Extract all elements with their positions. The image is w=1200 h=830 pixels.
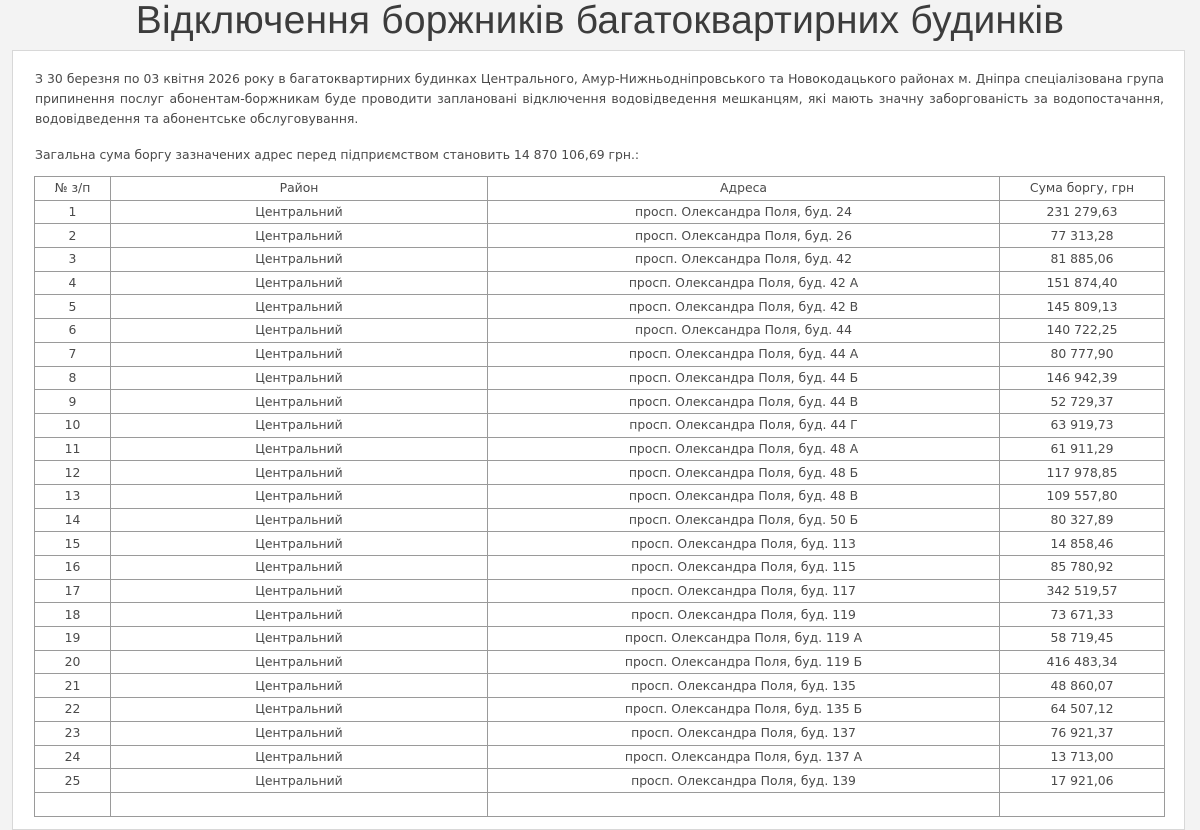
row-district: Центральний bbox=[111, 413, 488, 437]
row-number: 7 bbox=[35, 342, 111, 366]
row-debt-sum: 64 507,12 bbox=[1000, 698, 1165, 722]
row-address: просп. Олександра Поля, буд. 48 А bbox=[488, 437, 1000, 461]
row-address: просп. Олександра Поля, буд. 50 Б bbox=[488, 508, 1000, 532]
row-number: 19 bbox=[35, 627, 111, 651]
row-number: 6 bbox=[35, 319, 111, 343]
row-debt-sum: 117 978,85 bbox=[1000, 461, 1165, 485]
row-debt-sum: 81 885,06 bbox=[1000, 248, 1165, 272]
row-address: просп. Олександра Поля, буд. 139 bbox=[488, 769, 1000, 793]
row-number: 14 bbox=[35, 508, 111, 532]
row-debt-sum bbox=[1000, 792, 1165, 816]
table-row bbox=[35, 674, 1165, 698]
article-card bbox=[12, 50, 1185, 830]
row-debt-sum: 140 722,25 bbox=[1000, 319, 1165, 343]
row-debt-sum: 109 557,80 bbox=[1000, 484, 1165, 508]
row-address: просп. Олександра Поля, буд. 117 bbox=[488, 579, 1000, 603]
row-number: 20 bbox=[35, 650, 111, 674]
table-row bbox=[35, 721, 1165, 745]
row-debt-sum: 17 921,06 bbox=[1000, 769, 1165, 793]
table-row bbox=[35, 366, 1165, 390]
row-address: просп. Олександра Поля, буд. 44 Б bbox=[488, 366, 1000, 390]
row-number: 4 bbox=[35, 271, 111, 295]
row-district: Центральний bbox=[111, 200, 488, 224]
table-row bbox=[35, 390, 1165, 414]
row-address: просп. Олександра Поля, буд. 48 В bbox=[488, 484, 1000, 508]
row-debt-sum: 48 860,07 bbox=[1000, 674, 1165, 698]
table-row bbox=[35, 698, 1165, 722]
page-title: Відключення боржників багатоквартирних будинків bbox=[135, 0, 1065, 42]
table-row bbox=[35, 556, 1165, 580]
row-district: Центральний bbox=[111, 224, 488, 248]
row-address: просп. Олександра Поля, буд. 42 В bbox=[488, 295, 1000, 319]
table-row bbox=[35, 579, 1165, 603]
table-row bbox=[35, 224, 1165, 248]
row-district: Центральний bbox=[111, 484, 488, 508]
row-number: 16 bbox=[35, 556, 111, 580]
header-num: № з/п bbox=[35, 177, 111, 201]
row-number bbox=[35, 792, 111, 816]
table-row bbox=[35, 769, 1165, 793]
row-number: 23 bbox=[35, 721, 111, 745]
row-district: Центральний bbox=[111, 390, 488, 414]
row-debt-sum: 14 858,46 bbox=[1000, 532, 1165, 556]
row-district: Центральний bbox=[111, 271, 488, 295]
row-debt-sum: 52 729,37 bbox=[1000, 390, 1165, 414]
row-debt-sum: 85 780,92 bbox=[1000, 556, 1165, 580]
row-debt-sum: 77 313,28 bbox=[1000, 224, 1165, 248]
row-number: 17 bbox=[35, 579, 111, 603]
row-number: 3 bbox=[35, 248, 111, 272]
row-district: Центральний bbox=[111, 366, 488, 390]
row-address: просп. Олександра Поля, буд. 48 Б bbox=[488, 461, 1000, 485]
row-number: 13 bbox=[35, 484, 111, 508]
table-row bbox=[35, 532, 1165, 556]
header-sum: Сума боргу, грн bbox=[1000, 177, 1165, 201]
row-district: Центральний bbox=[111, 295, 488, 319]
row-district: Центральний bbox=[111, 319, 488, 343]
row-district: Центральний bbox=[111, 248, 488, 272]
row-district: Центральний bbox=[111, 556, 488, 580]
table-row bbox=[35, 484, 1165, 508]
row-district: Центральний bbox=[111, 745, 488, 769]
row-number: 9 bbox=[35, 390, 111, 414]
row-debt-sum: 80 777,90 bbox=[1000, 342, 1165, 366]
row-district: Центральний bbox=[111, 437, 488, 461]
row-address: просп. Олександра Поля, буд. 119 А bbox=[488, 627, 1000, 651]
row-number: 1 bbox=[35, 200, 111, 224]
row-debt-sum: 146 942,39 bbox=[1000, 366, 1165, 390]
row-district: Центральний bbox=[111, 508, 488, 532]
row-district: Центральний bbox=[111, 674, 488, 698]
row-address: просп. Олександра Поля, буд. 135 bbox=[488, 674, 1000, 698]
row-address: просп. Олександра Поля, буд. 119 Б bbox=[488, 650, 1000, 674]
table-row bbox=[35, 248, 1165, 272]
table-row bbox=[35, 271, 1165, 295]
row-debt-sum: 76 921,37 bbox=[1000, 721, 1165, 745]
row-address: просп. Олександра Поля, буд. 24 bbox=[488, 200, 1000, 224]
row-number: 24 bbox=[35, 745, 111, 769]
row-number: 5 bbox=[35, 295, 111, 319]
row-address: просп. Олександра Поля, буд. 44 Г bbox=[488, 413, 1000, 437]
row-number: 11 bbox=[35, 437, 111, 461]
table-row bbox=[35, 603, 1165, 627]
header-address: Адреса bbox=[488, 177, 1000, 201]
row-debt-sum: 58 719,45 bbox=[1000, 627, 1165, 651]
row-district: Центральний bbox=[111, 769, 488, 793]
table-header-row bbox=[35, 177, 1165, 201]
row-number: 12 bbox=[35, 461, 111, 485]
row-district: Центральний bbox=[111, 603, 488, 627]
row-number: 10 bbox=[35, 413, 111, 437]
row-debt-sum: 73 671,33 bbox=[1000, 603, 1165, 627]
table-row bbox=[35, 437, 1165, 461]
row-address: просп. Олександра Поля, буд. 26 bbox=[488, 224, 1000, 248]
row-address: просп. Олександра Поля, буд. 44 А bbox=[488, 342, 1000, 366]
row-debt-sum: 80 327,89 bbox=[1000, 508, 1165, 532]
table-row bbox=[35, 461, 1165, 485]
table-row bbox=[35, 650, 1165, 674]
row-district: Центральний bbox=[111, 461, 488, 485]
row-debt-sum: 342 519,57 bbox=[1000, 579, 1165, 603]
row-address: просп. Олександра Поля, буд. 135 Б bbox=[488, 698, 1000, 722]
row-address: просп. Олександра Поля, буд. 44 bbox=[488, 319, 1000, 343]
intro-paragraph: З 30 березня по 03 квітня 2026 року в багатоквартирних будинках Центрального, Амур-Нижньодніпровського та Новокодацького районах м. Дніпра спеціалізована група припинення послуг абонентам-боржникам буде проводити заплановані відключення водовідведення мешканцям, які мають значну заборгованість за водопостачання, водовідведення та абонентське обслуговування. bbox=[35, 71, 1164, 126]
debtors-table bbox=[34, 176, 1165, 817]
row-address: просп. Олександра Поля, буд. 44 В bbox=[488, 390, 1000, 414]
row-debt-sum: 145 809,13 bbox=[1000, 295, 1165, 319]
row-district: Центральний bbox=[111, 627, 488, 651]
row-number: 15 bbox=[35, 532, 111, 556]
row-district: Центральний bbox=[111, 342, 488, 366]
row-debt-sum: 231 279,63 bbox=[1000, 200, 1165, 224]
row-number: 22 bbox=[35, 698, 111, 722]
row-debt-sum: 61 911,29 bbox=[1000, 437, 1165, 461]
row-address: просп. Олександра Поля, буд. 119 bbox=[488, 603, 1000, 627]
table-row bbox=[35, 342, 1165, 366]
table-row bbox=[35, 200, 1165, 224]
row-number: 2 bbox=[35, 224, 111, 248]
row-address: просп. Олександра Поля, буд. 137 А bbox=[488, 745, 1000, 769]
row-district bbox=[111, 792, 488, 816]
table-row bbox=[35, 627, 1165, 651]
row-district: Центральний bbox=[111, 650, 488, 674]
row-district: Центральний bbox=[111, 532, 488, 556]
row-address bbox=[488, 792, 1000, 816]
row-debt-sum: 63 919,73 bbox=[1000, 413, 1165, 437]
row-debt-sum: 416 483,34 bbox=[1000, 650, 1165, 674]
table-row bbox=[35, 413, 1165, 437]
total-debt-text: Загальна сума боргу зазначених адрес перед підприємством становить 14 870 106,69 грн.: bbox=[35, 147, 640, 162]
row-number: 18 bbox=[35, 603, 111, 627]
table-row bbox=[35, 792, 1165, 816]
row-debt-sum: 13 713,00 bbox=[1000, 745, 1165, 769]
row-number: 25 bbox=[35, 769, 111, 793]
row-number: 21 bbox=[35, 674, 111, 698]
row-address: просп. Олександра Поля, буд. 42 А bbox=[488, 271, 1000, 295]
table-row bbox=[35, 508, 1165, 532]
row-district: Центральний bbox=[111, 698, 488, 722]
row-district: Центральний bbox=[111, 579, 488, 603]
row-debt-sum: 151 874,40 bbox=[1000, 271, 1165, 295]
table-row bbox=[35, 745, 1165, 769]
row-address: просп. Олександра Поля, буд. 42 bbox=[488, 248, 1000, 272]
row-address: просп. Олександра Поля, буд. 113 bbox=[488, 532, 1000, 556]
row-address: просп. Олександра Поля, буд. 137 bbox=[488, 721, 1000, 745]
row-address: просп. Олександра Поля, буд. 115 bbox=[488, 556, 1000, 580]
row-number: 8 bbox=[35, 366, 111, 390]
row-district: Центральний bbox=[111, 721, 488, 745]
table-row bbox=[35, 319, 1165, 343]
table-row bbox=[35, 295, 1165, 319]
header-district: Район bbox=[111, 177, 488, 201]
